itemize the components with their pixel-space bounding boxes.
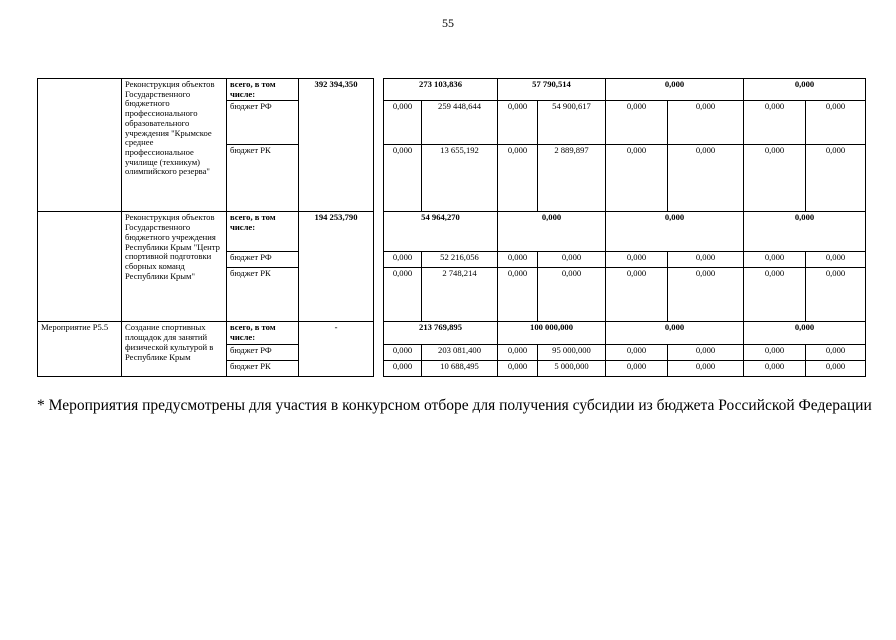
total-year-3: 0,000 [606,212,744,252]
kind-rk: бюджет РК [227,360,299,376]
table-row [38,322,866,344]
total-year-4: 0,000 [744,322,866,344]
value-cell: 0,000 [498,252,538,268]
total-sum: 392 394,350 [299,79,374,212]
total-sum: - [299,322,374,376]
total-year-2: 0,000 [498,212,606,252]
object-name: Реконструкция объектов Государственного бюджетного учреждения Республики Крым "Центр спортивной подготовки сборных команд Республики Крым" [122,212,227,322]
total-year-2: 57 790,514 [498,79,606,101]
value-cell: 0,000 [606,360,668,376]
value-cell: 0,000 [744,268,806,322]
value-cell: 0,000 [384,344,422,360]
total-year-3: 0,000 [606,322,744,344]
value-cell: 2 889,897 [538,145,606,212]
value-cell: 0,000 [806,145,866,212]
value-cell: 0,000 [744,360,806,376]
measure-cell [38,79,122,212]
total-sum: 194 253,790 [299,212,374,322]
value-cell: 0,000 [668,101,744,145]
value-cell: 0,000 [498,145,538,212]
value-cell: 0,000 [668,344,744,360]
total-year-3: 0,000 [606,79,744,101]
value-cell: 0,000 [498,268,538,322]
value-cell: 0,000 [384,360,422,376]
value-cell: 0,000 [606,252,668,268]
value-cell: 0,000 [806,360,866,376]
value-cell: 0,000 [744,101,806,145]
value-cell: 0,000 [744,344,806,360]
value-cell: 0,000 [668,268,744,322]
value-cell: 0,000 [668,252,744,268]
value-cell: 54 900,617 [538,101,606,145]
value-cell: 0,000 [668,360,744,376]
value-cell: 259 448,644 [422,101,498,145]
value-cell: 0,000 [384,268,422,322]
value-cell: 0,000 [744,252,806,268]
kind-rf: бюджет РФ [227,344,299,360]
value-cell: 0,000 [384,145,422,212]
total-year-1: 213 769,895 [384,322,498,344]
value-cell: 0,000 [806,101,866,145]
value-cell: 203 081,400 [422,344,498,360]
page-number: 55 [442,16,454,30]
object-name: Реконструкция объектов Государственного бюджетного профессионального образовательного учреждения "Крымское среднее профессиональное училище (техникум) олимпийского резерва" [122,79,227,212]
table-row [38,212,866,252]
value-cell: 10 688,495 [422,360,498,376]
value-cell: 0,000 [744,145,806,212]
kind-rk: бюджет РК [227,268,299,322]
footnote: * Мероприятия предусмотрены для участия в конкурсном отборе для получения субсидии из бюджета Российской Федерации [37,397,872,414]
value-cell: 0,000 [538,252,606,268]
measure-cell [38,212,122,322]
value-cell: 95 000,000 [538,344,606,360]
kind-total: всего, в том числе: [227,212,299,252]
total-year-1: 273 103,836 [384,79,498,101]
value-cell: 0,000 [498,101,538,145]
total-year-4: 0,000 [744,212,866,252]
value-cell: 0,000 [606,101,668,145]
value-cell: 0,000 [384,101,422,145]
value-cell: 0,000 [606,344,668,360]
value-cell: 0,000 [498,344,538,360]
value-cell: 2 748,214 [422,268,498,322]
kind-rf: бюджет РФ [227,252,299,268]
value-cell: 0,000 [668,145,744,212]
value-cell: 52 216,056 [422,252,498,268]
value-cell: 0,000 [806,268,866,322]
budget-table [37,78,866,377]
kind-total: всего, в том числе: [227,322,299,344]
value-cell: 0,000 [606,268,668,322]
value-cell: 5 000,000 [538,360,606,376]
value-cell: 0,000 [806,344,866,360]
value-cell: 0,000 [538,268,606,322]
total-year-4: 0,000 [744,79,866,101]
value-cell: 13 655,192 [422,145,498,212]
total-year-1: 54 964,270 [384,212,498,252]
table-row [38,79,866,101]
object-name: Создание спортивных площадок для занятий физической культурой в Республике Крым [122,322,227,376]
kind-rf: бюджет РФ [227,101,299,145]
total-year-2: 100 000,000 [498,322,606,344]
kind-rk: бюджет РК [227,145,299,212]
measure-cell: Мероприятие Р5.5 [38,322,122,376]
value-cell: 0,000 [384,252,422,268]
value-cell: 0,000 [606,145,668,212]
value-cell: 0,000 [806,252,866,268]
value-cell: 0,000 [498,360,538,376]
kind-total: всего, в том числе: [227,79,299,101]
